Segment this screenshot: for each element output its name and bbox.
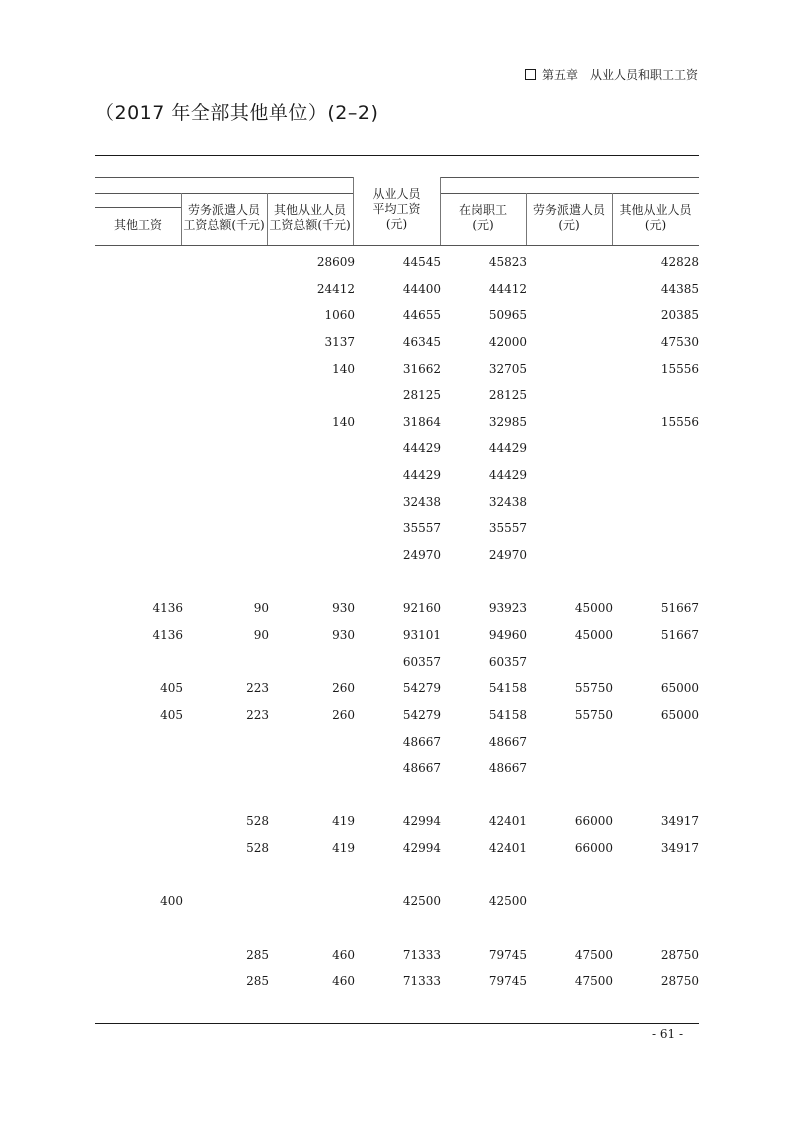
table-cell: 28125 (402, 388, 441, 403)
table-row (95, 814, 699, 841)
table-cell: 42401 (488, 814, 527, 829)
table-cell: 92160 (402, 601, 441, 616)
table-row (95, 708, 699, 735)
table-cell: 24970 (488, 548, 527, 563)
table-cell: 32438 (402, 494, 441, 509)
column-header: 在岗职工 (元) (458, 203, 507, 232)
table-row (95, 841, 699, 868)
table-cell: 42994 (402, 814, 441, 829)
table-cell: 42994 (402, 841, 441, 856)
table-row (95, 575, 699, 602)
table-row (95, 628, 699, 655)
table-cell: 48667 (402, 734, 441, 749)
table-row (95, 921, 699, 948)
table-cell: 1060 (324, 308, 355, 323)
table-cell: 140 (332, 361, 355, 376)
header-line (95, 207, 181, 208)
table-cell: 285 (246, 947, 269, 962)
table-cell: 34917 (660, 841, 699, 856)
table-cell: 60357 (488, 654, 527, 669)
data-table-body (95, 255, 699, 1001)
table-cell: 48667 (488, 734, 527, 749)
table-cell: 42500 (402, 894, 441, 909)
table-bottom-rule (95, 1023, 699, 1024)
table-row (95, 948, 699, 975)
page-title: （2017 年全部其他单位）(2–2) (95, 102, 379, 124)
chapter-label: 第五章 从业人员和职工工资 (541, 68, 698, 82)
header-line (440, 177, 699, 178)
table-row (95, 761, 699, 788)
table-cell: 31662 (402, 361, 441, 376)
table-cell: 260 (332, 707, 355, 722)
table-cell: 79745 (488, 974, 527, 989)
header-line (95, 193, 353, 194)
table-cell: 460 (332, 947, 355, 962)
table-cell: 46345 (402, 334, 441, 349)
table-cell: 405 (160, 681, 183, 696)
table-cell: 54158 (488, 707, 527, 722)
table-cell: 223 (246, 707, 269, 722)
header-line (440, 193, 699, 194)
table-cell: 4136 (152, 601, 183, 616)
table-row (95, 282, 699, 309)
table-cell: 32438 (488, 494, 527, 509)
table-cell: 28125 (488, 388, 527, 403)
table-cell: 44429 (488, 441, 527, 456)
table-cell: 42401 (488, 841, 527, 856)
table-cell: 50965 (488, 308, 527, 323)
table-cell: 528 (246, 841, 269, 856)
table-cell: 79745 (488, 947, 527, 962)
table-cell: 528 (246, 814, 269, 829)
table-cell: 48667 (402, 761, 441, 776)
table-row (95, 735, 699, 762)
table-cell: 28609 (316, 255, 355, 269)
table-cell: 20385 (660, 308, 699, 323)
table-row (95, 415, 699, 442)
table-row (95, 521, 699, 548)
table-cell: 32985 (488, 414, 527, 429)
table-cell: 3137 (324, 334, 355, 349)
table-cell: 54279 (402, 681, 441, 696)
table-cell: 45000 (574, 627, 613, 642)
table-cell: 42500 (488, 894, 527, 909)
table-cell: 54158 (488, 681, 527, 696)
table-cell: 405 (160, 707, 183, 722)
table-row (95, 788, 699, 815)
table-row (95, 681, 699, 708)
table-row (95, 868, 699, 895)
table-cell: 65000 (660, 681, 699, 696)
table-cell: 42000 (488, 334, 527, 349)
table-cell: 90 (253, 627, 269, 642)
column-header: 从业人员 平均工资 (元) (372, 187, 421, 231)
table-cell: 48667 (488, 761, 527, 776)
table-cell: 44429 (402, 468, 441, 483)
table-cell: 47500 (574, 974, 613, 989)
table-cell: 71333 (402, 947, 441, 962)
table-row (95, 655, 699, 682)
table-cell: 44385 (660, 281, 699, 296)
table-cell: 35557 (488, 521, 527, 536)
table-row (95, 468, 699, 495)
page-number: - 61 - (651, 1027, 683, 1041)
table-top-rule (95, 155, 699, 156)
table-cell: 32705 (488, 361, 527, 376)
table-row (95, 548, 699, 575)
column-header: 劳务派遣人员 工资总额(千元) (183, 203, 265, 232)
table-row (95, 362, 699, 389)
table-cell: 34917 (660, 814, 699, 829)
table-cell: 65000 (660, 707, 699, 722)
table-cell: 35557 (402, 521, 441, 536)
table-cell: 44545 (402, 255, 441, 269)
table-cell: 44429 (402, 441, 441, 456)
table-cell: 51667 (660, 601, 699, 616)
square-bullet-icon (525, 69, 536, 80)
table-row (95, 495, 699, 522)
table-row (95, 388, 699, 415)
column-header: 其他从业人员 工资总额(千元) (269, 203, 351, 232)
table-cell: 44412 (488, 281, 527, 296)
table-cell: 47530 (660, 334, 699, 349)
table-cell: 55750 (574, 681, 613, 696)
table-row (95, 974, 699, 1001)
table-cell: 24970 (402, 548, 441, 563)
table-cell: 93923 (488, 601, 527, 616)
table-cell: 93101 (402, 627, 441, 642)
table-row (95, 308, 699, 335)
table-cell: 94960 (488, 627, 527, 642)
table-cell: 60357 (402, 654, 441, 669)
table-row (95, 441, 699, 468)
table-row (95, 601, 699, 628)
table-cell: 419 (332, 841, 355, 856)
table-cell: 44400 (402, 281, 441, 296)
table-cell: 4136 (152, 627, 183, 642)
table-row (95, 255, 699, 282)
table-cell: 66000 (574, 841, 613, 856)
table-cell: 460 (332, 974, 355, 989)
table-cell: 400 (160, 894, 183, 909)
table-cell: 51667 (660, 627, 699, 642)
table-cell: 90 (253, 601, 269, 616)
table-cell: 140 (332, 414, 355, 429)
table-cell: 930 (332, 627, 355, 642)
table-cell: 54279 (402, 707, 441, 722)
table-cell: 15556 (660, 361, 699, 376)
table-cell: 260 (332, 681, 355, 696)
table-cell: 15556 (660, 414, 699, 429)
table-cell: 71333 (402, 974, 441, 989)
table-cell: 930 (332, 601, 355, 616)
table-cell: 28750 (660, 974, 699, 989)
table-cell: 42828 (660, 255, 699, 269)
table-cell: 55750 (574, 707, 613, 722)
table-cell: 66000 (574, 814, 613, 829)
table-cell: 223 (246, 681, 269, 696)
table-cell: 47500 (574, 947, 613, 962)
table-row (95, 335, 699, 362)
column-header: 其他从业人员 (元) (619, 203, 692, 232)
table-cell: 44655 (402, 308, 441, 323)
table-cell: 44429 (488, 468, 527, 483)
table-cell: 24412 (316, 281, 355, 296)
table-cell: 419 (332, 814, 355, 829)
table-cell: 285 (246, 974, 269, 989)
header-line (95, 177, 353, 178)
table-cell: 45000 (574, 601, 613, 616)
header-bottom-line (95, 245, 699, 246)
table-cell: 28750 (660, 947, 699, 962)
table-row (95, 894, 699, 921)
column-header: 劳务派遣人员 (元) (532, 203, 605, 232)
column-header: 其他工资 (113, 218, 162, 232)
table-cell: 31864 (402, 414, 441, 429)
running-header (525, 66, 698, 83)
table-cell: 45823 (488, 255, 527, 269)
